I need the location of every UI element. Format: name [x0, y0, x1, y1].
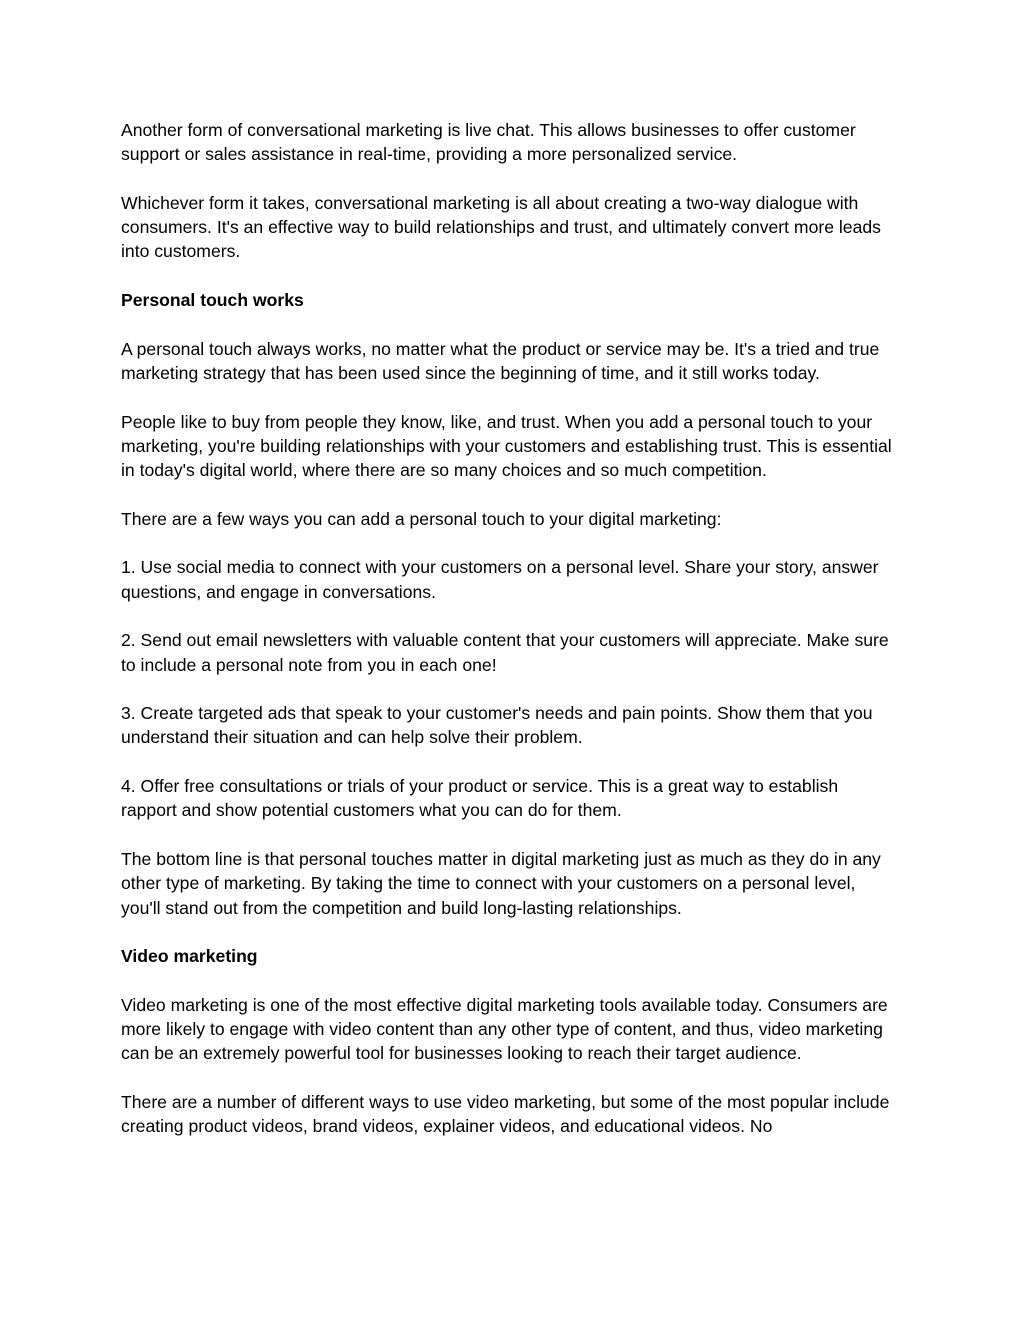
- document-page: [121, 118, 896, 1163]
- paragraph-live-chat: Another form of conversational marketing is live chat. This allows businesses to offer customer support or sales assistance in real-time, providing a more personalized service.: [121, 120, 856, 165]
- heading-personal-touch: Personal touch works: [121, 290, 304, 311]
- paragraph-video-effective: Video marketing is one of the most effective digital marketing tools available today. Consumers are more likely to engage with video content than any other type of content, and thus, video marketing can be an extremely powerful tool for businesses looking to reach their target audience.: [121, 994, 888, 1064]
- list-item-email-newsletters: 2. Send out email newsletters with valuable content that your customers will appreciate. Make sure to include a personal note from you in each one!: [121, 630, 889, 675]
- paragraph-few-ways: There are a few ways you can add a personal touch to your digital marketing:: [121, 508, 722, 529]
- paragraph-personal-touch-always: A personal touch always works, no matter what the product or service may be. It's a tried and true marketing strategy that has been used since the beginning of time, and it still works today.: [121, 338, 880, 383]
- heading-video-marketing: Video marketing: [121, 946, 258, 967]
- paragraph-video-ways: There are a number of different ways to use video marketing, but some of the most popular include creating product videos, brand videos, explainer videos, and educational videos. No: [121, 1091, 890, 1137]
- paragraph-people-like-to-buy: People like to buy from people they know, like, and trust. When you add a personal touch to your marketing, you're building relationships with your customers and establishing trust. This is essential in today's digital world, where there are so many choices and so much competition.: [121, 411, 892, 481]
- list-item-social-media: 1. Use social media to connect with your customers on a personal level. Share your story, answer questions, and engage in conversations.: [121, 557, 879, 602]
- paragraph-two-way-dialogue: Whichever form it takes, conversational marketing is all about creating a two-way dialogue with consumers. It's an effective way to build relationships and trust, and ultimately convert more leads into customers.: [121, 192, 881, 262]
- paragraph-bottom-line: The bottom line is that personal touches matter in digital marketing just as much as they do in any other type of marketing. By taking the time to connect with your customers on a personal level, you'll stand out from the competition and build long-lasting relationships.: [121, 848, 881, 918]
- list-item-free-consultations: 4. Offer free consultations or trials of your product or service. This is a great way to establish rapport and show potential customers what you can do for them.: [121, 776, 839, 821]
- list-item-targeted-ads: 3. Create targeted ads that speak to your customer's needs and pain points. Show them that you understand their situation and can help solve their problem.: [121, 703, 873, 748]
